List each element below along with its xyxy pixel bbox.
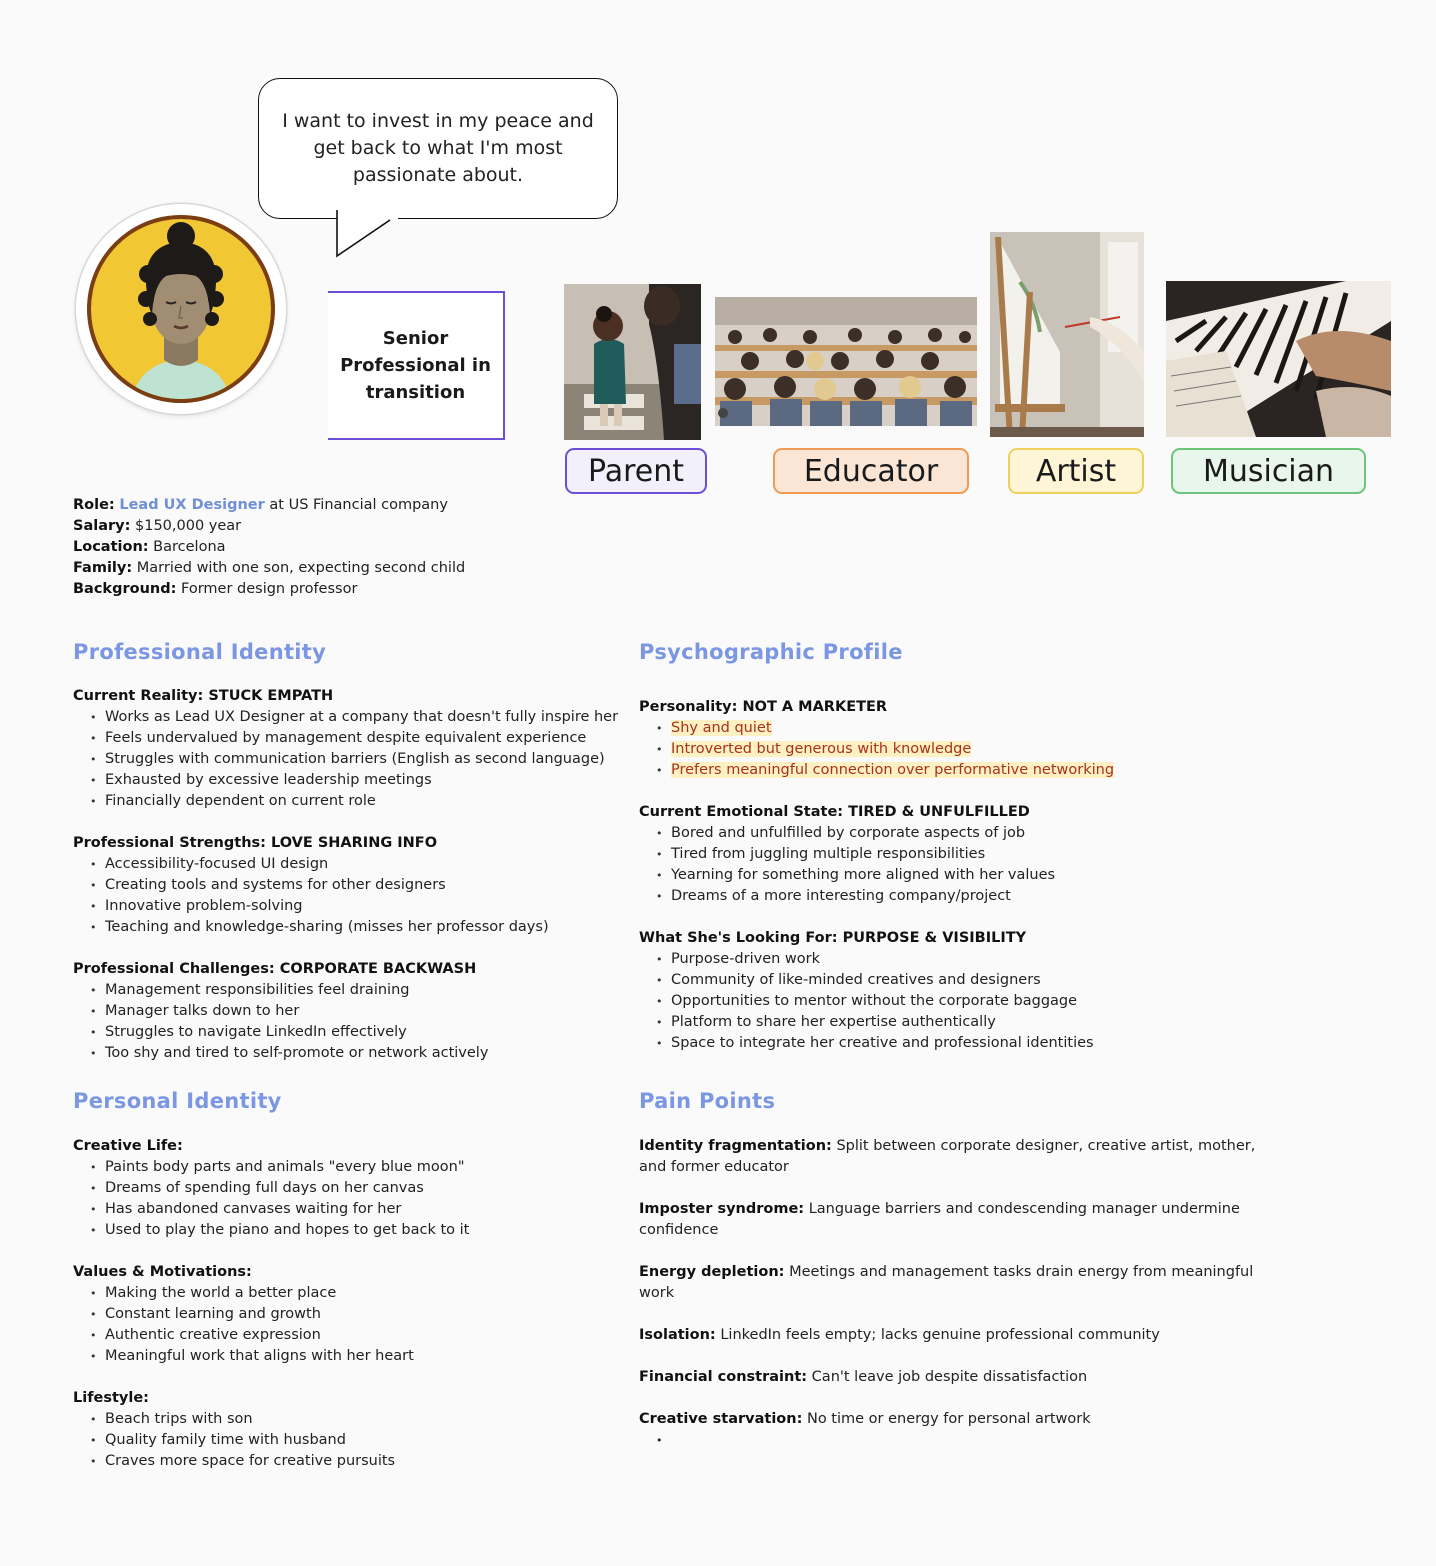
background-key: Background: bbox=[73, 581, 177, 597]
role-label-educator bbox=[773, 448, 969, 494]
psychographic-title: Psychographic Profile bbox=[639, 640, 903, 664]
list-item bbox=[73, 1451, 713, 1472]
pain-point bbox=[639, 1409, 1279, 1430]
group-heading: Lifestyle: bbox=[73, 1390, 149, 1406]
woman-portrait-illustration bbox=[86, 214, 276, 404]
list-item bbox=[639, 865, 1279, 886]
pain-point-text: No time or energy for personal artwork bbox=[802, 1411, 1091, 1427]
group bbox=[73, 1136, 713, 1241]
list-item-text: Constant learning and growth bbox=[105, 1306, 321, 1322]
background-value: Former design professor bbox=[176, 581, 358, 597]
list-item-text: Has abandoned canvases waiting for her bbox=[105, 1201, 402, 1217]
pain-point bbox=[639, 1199, 1279, 1241]
pain-point-label: Financial constraint: bbox=[639, 1369, 808, 1385]
list-item bbox=[73, 854, 713, 875]
list-item-text: Innovative problem-solving bbox=[105, 898, 303, 914]
professional-identity-title: Professional Identity bbox=[73, 640, 327, 664]
list-item bbox=[639, 823, 1279, 844]
list-item-text: Too shy and tired to self-promote or network actively bbox=[105, 1045, 489, 1061]
pain-point bbox=[639, 1367, 1279, 1388]
pain-point-label: Imposter syndrome: bbox=[639, 1201, 805, 1217]
list-item bbox=[639, 991, 1279, 1012]
pain-point bbox=[639, 1325, 1279, 1346]
persona-details bbox=[73, 495, 465, 600]
list-item-text: Accessibility-focused UI design bbox=[105, 856, 329, 872]
group bbox=[73, 833, 713, 938]
list-item-text: Feels undervalued by management despite equivalent experience bbox=[105, 730, 587, 746]
list-item bbox=[73, 770, 713, 791]
list-item-text: Quality family time with husband bbox=[105, 1432, 346, 1448]
personal-identity-groups bbox=[73, 1136, 713, 1472]
list-item bbox=[73, 875, 713, 896]
salary-key: Salary: bbox=[73, 518, 131, 534]
list-item bbox=[639, 949, 1279, 970]
location-key: Location: bbox=[73, 539, 149, 555]
list-item bbox=[73, 707, 713, 728]
list-item-text: Introverted but generous with knowledge bbox=[671, 741, 972, 757]
pain-points-title: Pain Points bbox=[639, 1089, 776, 1113]
role-label-artist bbox=[1008, 448, 1144, 494]
list-item-text: Teaching and knowledge-sharing (misses her professor days) bbox=[105, 919, 549, 935]
quote-text: I want to invest in my peace and get back to what I'm most passionate about. bbox=[282, 110, 594, 186]
personal-identity-section bbox=[73, 1089, 713, 1472]
personal-identity-title: Personal Identity bbox=[73, 1089, 282, 1113]
persona-subtitle bbox=[328, 291, 505, 440]
group-heading: Professional Challenges: CORPORATE BACKWASH bbox=[73, 961, 477, 977]
educator-photo bbox=[715, 297, 977, 426]
professional-identity-groups bbox=[73, 686, 713, 1064]
list-item-text: Craves more space for creative pursuits bbox=[105, 1453, 396, 1469]
professional-identity-section bbox=[73, 640, 713, 1064]
role-musician-text: Musician bbox=[1202, 453, 1335, 489]
group-heading: Current Emotional State: TIRED & UNFULFILLED bbox=[639, 804, 1030, 820]
bullet-list bbox=[73, 1283, 713, 1367]
bullet-list bbox=[73, 1157, 713, 1241]
bullet-list bbox=[73, 707, 713, 812]
avatar bbox=[76, 204, 286, 414]
pain-point bbox=[639, 1262, 1279, 1304]
list-item bbox=[73, 1157, 713, 1178]
list-item bbox=[73, 1220, 713, 1241]
list-item-text: Struggles to navigate LinkedIn effectively bbox=[105, 1024, 407, 1040]
group-heading: Current Reality: STUCK EMPATH bbox=[73, 688, 334, 704]
list-item-text: Creating tools and systems for other designers bbox=[105, 877, 446, 893]
list-item bbox=[73, 1304, 713, 1325]
quote-bubble bbox=[258, 78, 618, 219]
bubble-tail bbox=[330, 210, 400, 260]
role-educator-text: Educator bbox=[803, 453, 939, 489]
list-item bbox=[73, 1022, 713, 1043]
list-item bbox=[73, 1430, 713, 1451]
group bbox=[73, 959, 713, 1064]
list-item-text: Purpose-driven work bbox=[671, 951, 821, 967]
detail-family bbox=[73, 558, 465, 579]
group bbox=[73, 1388, 713, 1472]
detail-role bbox=[73, 495, 465, 516]
list-item-text: Dreams of a more interesting company/project bbox=[671, 888, 1011, 904]
list-item-text: Struggles with communication barriers (English as second language) bbox=[105, 751, 605, 767]
pain-points-list bbox=[639, 1136, 1279, 1430]
list-item bbox=[73, 1283, 713, 1304]
list-item-text: Authentic creative expression bbox=[105, 1327, 321, 1343]
list-item-text: Shy and quiet bbox=[671, 720, 772, 736]
psychographic-groups bbox=[639, 697, 1279, 1054]
pain-points-section bbox=[639, 1089, 1279, 1451]
location-value: Barcelona bbox=[148, 539, 226, 555]
list-item bbox=[639, 844, 1279, 865]
pain-point-text: Meetings and management tasks drain energy from meaningful work bbox=[639, 1264, 1254, 1301]
group bbox=[639, 928, 1279, 1054]
pain-point bbox=[639, 1136, 1279, 1178]
group-heading: Professional Strengths: LOVE SHARING INFO bbox=[73, 835, 438, 851]
role-label-parent bbox=[565, 448, 707, 494]
list-item bbox=[73, 1346, 713, 1367]
list-item bbox=[639, 739, 1279, 760]
pain-point-text: Split between corporate designer, creative artist, mother, and former educator bbox=[639, 1138, 1256, 1175]
role-link[interactable]: Lead UX Designer bbox=[119, 497, 265, 513]
list-item-text: Used to play the piano and hopes to get back to it bbox=[105, 1222, 470, 1238]
pain-point-text: Can't leave job despite dissatisfaction bbox=[807, 1369, 1088, 1385]
list-item bbox=[73, 791, 713, 812]
group bbox=[73, 1262, 713, 1367]
pain-point-label: Isolation: bbox=[639, 1327, 716, 1343]
list-item bbox=[639, 1012, 1279, 1033]
empty-bullet: • bbox=[656, 1434, 663, 1447]
list-item bbox=[73, 1325, 713, 1346]
group-heading: Personality: NOT A MARKETER bbox=[639, 699, 888, 715]
list-item-text: Community of like-minded creatives and designers bbox=[671, 972, 1041, 988]
list-item-text: Platform to share her expertise authentically bbox=[671, 1014, 996, 1030]
bullet-list bbox=[73, 1409, 713, 1472]
list-item bbox=[73, 1178, 713, 1199]
list-item bbox=[73, 1199, 713, 1220]
list-item-text: Tired from juggling multiple responsibilities bbox=[671, 846, 986, 862]
group bbox=[639, 697, 1279, 781]
role-value: at US Financial company bbox=[264, 497, 448, 513]
list-item-text: Exhausted by excessive leadership meetings bbox=[105, 772, 432, 788]
detail-salary bbox=[73, 516, 465, 537]
list-item bbox=[73, 896, 713, 917]
parent-photo bbox=[564, 284, 701, 440]
list-item-text: Space to integrate her creative and professional identities bbox=[671, 1035, 1094, 1051]
musician-photo bbox=[1166, 281, 1391, 437]
detail-location bbox=[73, 537, 465, 558]
group bbox=[73, 686, 713, 812]
list-item bbox=[73, 749, 713, 770]
pain-point-text: LinkedIn feels empty; lacks genuine professional community bbox=[715, 1327, 1160, 1343]
pain-point-label: Energy depletion: bbox=[639, 1264, 785, 1280]
family-value: Married with one son, expecting second child bbox=[132, 560, 466, 576]
list-item-text: Manager talks down to her bbox=[105, 1003, 300, 1019]
list-item-text: Opportunities to mentor without the corporate baggage bbox=[671, 993, 1078, 1009]
psychographic-section bbox=[639, 640, 1279, 1054]
bullet-list bbox=[639, 823, 1279, 907]
detail-background bbox=[73, 579, 465, 600]
role-key: Role: bbox=[73, 497, 115, 513]
list-item bbox=[73, 1043, 713, 1064]
role-artist-text: Artist bbox=[1035, 453, 1117, 489]
family-key: Family: bbox=[73, 560, 133, 576]
list-item-text: Works as Lead UX Designer at a company that doesn't fully inspire her bbox=[105, 709, 619, 725]
list-item bbox=[639, 718, 1279, 739]
list-item-text: Paints body parts and animals "every blue moon" bbox=[105, 1159, 465, 1175]
list-item-text: Beach trips with son bbox=[105, 1411, 253, 1427]
group-heading: Values & Motivations: bbox=[73, 1264, 252, 1280]
pain-point-label: Identity fragmentation: bbox=[639, 1138, 832, 1154]
list-item bbox=[73, 1409, 713, 1430]
list-item bbox=[73, 1001, 713, 1022]
list-item-text: Dreams of spending full days on her canvas bbox=[105, 1180, 424, 1196]
group-heading: Creative Life: bbox=[73, 1138, 183, 1154]
list-item bbox=[639, 760, 1279, 781]
subtitle-text: Senior Professional in transition bbox=[340, 328, 491, 403]
bullet-list bbox=[639, 949, 1279, 1054]
pain-point-text: Language barriers and condescending manager undermine confidence bbox=[639, 1201, 1240, 1238]
list-item bbox=[73, 728, 713, 749]
list-item-text: Making the world a better place bbox=[105, 1285, 337, 1301]
role-label-musician bbox=[1171, 448, 1366, 494]
list-item bbox=[73, 917, 713, 938]
artist-photo bbox=[990, 232, 1144, 437]
list-item-text: Prefers meaningful connection over performative networking bbox=[671, 762, 1115, 778]
list-item-text: Yearning for something more aligned with her values bbox=[671, 867, 1056, 883]
list-item-text: Financially dependent on current role bbox=[105, 793, 376, 809]
bullet-list bbox=[639, 718, 1279, 781]
list-item-text: Meaningful work that aligns with her heart bbox=[105, 1348, 414, 1364]
list-item bbox=[73, 980, 713, 1001]
pain-point-label: Creative starvation: bbox=[639, 1411, 803, 1427]
list-item-text: Management responsibilities feel draining bbox=[105, 982, 410, 998]
list-item bbox=[639, 1033, 1279, 1054]
role-parent-text: Parent bbox=[587, 453, 685, 489]
list-item bbox=[639, 886, 1279, 907]
bullet-list bbox=[73, 980, 713, 1064]
list-item-text: Bored and unfulfilled by corporate aspects of job bbox=[671, 825, 1026, 841]
group-heading: What She's Looking For: PURPOSE & VISIBILITY bbox=[639, 930, 1027, 946]
group bbox=[639, 802, 1279, 907]
salary-value: $150,000 year bbox=[130, 518, 242, 534]
bullet-list bbox=[73, 854, 713, 938]
list-item bbox=[639, 970, 1279, 991]
